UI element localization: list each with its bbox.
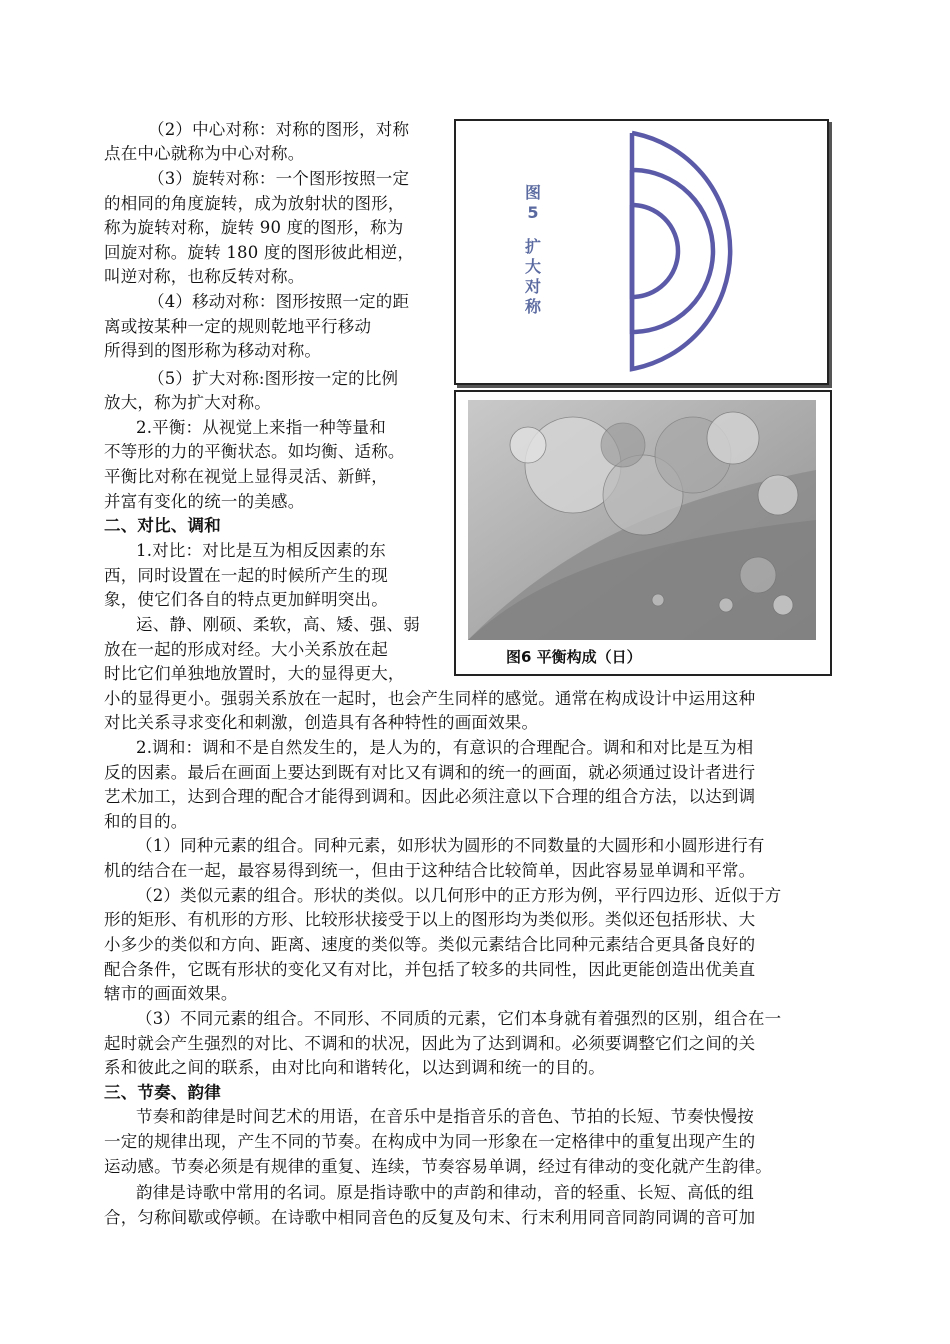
text-line: （3）不同元素的组合。不同形、不同质的元素，它们本身就有着强烈的区别，组合在一 xyxy=(136,1009,782,1028)
concentric-semicircles-graphic xyxy=(456,121,827,383)
text-line: （5）扩大对称:图形按一定的比例 xyxy=(148,369,399,388)
text-line: 时比它们单独地放置时，大的显得更大， xyxy=(104,664,405,683)
text-line: 一定的规律出现，产生不同的节奏。在构成中为同一形象在一定格律中的重复出现产生的 xyxy=(104,1132,756,1151)
text-line: 2.调和：调和不是自然发生的，是人为的，有意识的合理配合。调和和对比是互为相 xyxy=(136,738,754,757)
text-line: （4）移动对称：图形按照一定的距 xyxy=(148,292,410,311)
caption-char: 对 xyxy=(524,277,541,296)
text-line: （3）旋转对称：一个图形按照一定 xyxy=(148,169,410,188)
text-line: 回旋对称。旋转 180 度的图形彼此相逆， xyxy=(104,243,415,262)
text-line: 称为旋转对称，旋转 90 度的图形，称为 xyxy=(104,218,404,237)
text-line: 艺术加工，达到合理的配合才能得到调和。因此必须注意以下合理的组合方法，以达到调 xyxy=(104,787,756,806)
text-line: 平衡比对称在视觉上显得灵活、新鲜， xyxy=(104,467,388,486)
figure-5-caption xyxy=(522,183,544,317)
section-heading: 三、节奏、韵律 xyxy=(104,1083,221,1102)
text-line: 韵律是诗歌中常用的名词。原是指诗歌中的声韵和律动，音的轻重、长短、高低的组 xyxy=(136,1183,754,1202)
figure-5-expansion-symmetry xyxy=(454,119,829,385)
text-line: 对比关系寻求变化和刺激，创造具有各种特性的画面效果。 xyxy=(104,713,539,732)
semicircle-medium xyxy=(632,170,713,332)
text-line: 西，同时设置在一起的时候所产生的现 xyxy=(104,566,388,585)
semicircle-large xyxy=(632,133,730,369)
text-line: （2）类似元素的组合。形状的类似。以几何形中的正方形为例，平行四边形、近似于方 xyxy=(136,886,782,905)
text-line: 点在中心就称为中心对称。 xyxy=(104,144,305,163)
text-line: 起时就会产生强烈的对比、不调和的状况，因此为了达到调和。必须要调整它们之间的关 xyxy=(104,1034,756,1053)
text-line: 叫逆对称，也称反转对称。 xyxy=(104,267,305,286)
balance-composition-image xyxy=(468,400,816,640)
caption-char: 大 xyxy=(524,257,541,276)
text-line: 所得到的图形称为移动对称。 xyxy=(104,341,322,360)
caption-char: 称 xyxy=(524,297,541,316)
text-line: 机的结合在一起，最容易得到统一，但由于这种结合比较简单，因此容易显单调和平常。 xyxy=(104,861,756,880)
figure-6-balance-composition xyxy=(454,390,832,676)
semicircle-small xyxy=(632,205,678,297)
text-line: 离或按某种一定的规则乾地平行移动 xyxy=(104,317,372,336)
text-line: 的相同的角度旋转，成为放射状的图形， xyxy=(104,194,405,213)
text-line: 放在一起的形成对经。大小关系放在起 xyxy=(104,640,388,659)
text-line: 2.平衡：从视觉上来指一种等量和 xyxy=(136,418,386,437)
caption-char: 5 xyxy=(527,203,539,222)
text-line: 节奏和韵律是时间艺术的用语，在音乐中是指音乐的音色、节拍的长短、节奏快慢按 xyxy=(136,1107,754,1126)
text-line: 1.对比：对比是互为相反因素的东 xyxy=(136,541,386,560)
text-line: 运、静、刚硕、柔软，高、矮、强、弱 xyxy=(136,615,420,634)
text-line: 并富有变化的统一的美感。 xyxy=(104,492,305,511)
section-heading: 二、对比、调和 xyxy=(104,516,221,535)
text-line: 合，匀称间歇或停顿。在诗歌中相同音色的反复及句末、行末利用同音同韵同调的音可加 xyxy=(104,1208,756,1227)
caption-char: 扩 xyxy=(524,237,541,256)
text-line: 系和彼此之间的联系，由对比向和谐转化，以达到调和统一的目的。 xyxy=(104,1058,605,1077)
text-line: 不等形的力的平衡状态。如均衡、适称。 xyxy=(104,442,405,461)
text-line: 和的目的。 xyxy=(104,812,188,831)
text-line: 放大，称为扩大对称。 xyxy=(104,393,271,412)
text-line: 形的矩形、有机形的方形、比较形状接受于以上的图形均为类似形。类似还包括形状、大 xyxy=(104,910,756,929)
text-line: 小多少的类似和方向、距离、速度的类似等。类似元素结合比同种元素结合更具备良好的 xyxy=(104,935,756,954)
text-line: （2）中心对称：对称的图形，对称 xyxy=(148,120,410,139)
text-line: 辖市的画面效果。 xyxy=(104,984,238,1003)
caption-char: 图 xyxy=(524,183,541,202)
text-line: （1）同种元素的组合。同种元素，如形状为圆形的不同数量的大圆形和小圆形进行有 xyxy=(136,836,765,855)
text-line: 小的显得更小。强弱关系放在一起时，也会产生同样的感觉。通常在构成设计中运用这种 xyxy=(104,689,756,708)
text-line: 运动感。节奏必须是有规律的重复、连续，节奏容易单调，经过有律动的变化就产生韵律。 xyxy=(104,1157,772,1176)
figure-6-caption: 图6 平衡构成（日） xyxy=(506,648,642,666)
text-line: 象，使它们各自的特点更加鲜明突出。 xyxy=(104,590,388,609)
text-line: 配合条件，它既有形状的变化又有对比，并包括了较多的共同性，因此更能创造出优美直 xyxy=(104,960,756,979)
text-line: 反的因素。最后在画面上要达到既有对比又有调和的统一的画面，就必须通过设计者进行 xyxy=(104,763,756,782)
